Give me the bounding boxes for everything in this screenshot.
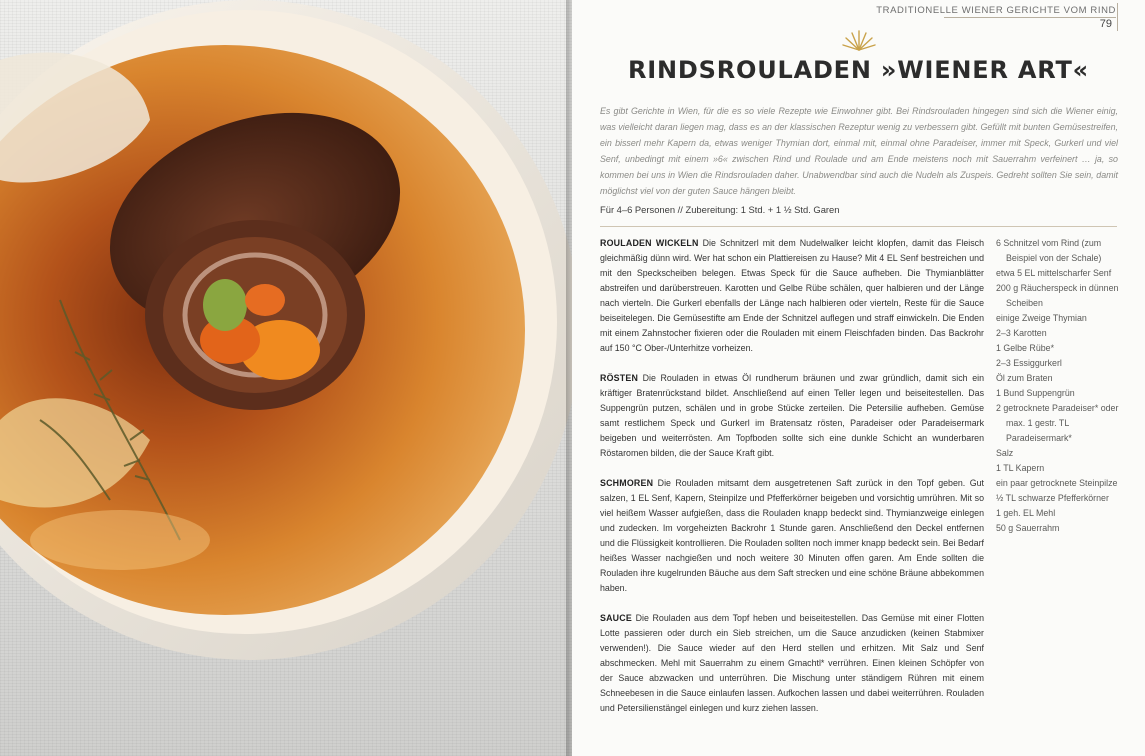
- ingredient-item: Salz: [996, 448, 1014, 458]
- ingredient-item: ein paar getrocknete Steinpilze: [996, 478, 1118, 488]
- ingredient-item: einige Zweige Thymian: [996, 313, 1087, 323]
- ingredient-item: ½ TL schwarze Pfefferkörner: [996, 493, 1109, 503]
- ingredient-list: [996, 236, 1122, 536]
- step-text: Die Rouladen in etwas Öl rundherum bräunen und zwar gründlich, damit sich ein kräftiger Bratenrückstand bildet. Anschließend auf einen Teller legen und beiseitestellen. Das Suppengrün putzen, schälen und in grobe Stücke zerteilen. Die Petersilie aufheben. Gemüse samt restlichem Speck und Gurkerl im Bratensatz rösten, Paradeiser oder Paradeisermark beigeben und weiterrösten. Am Topfboden sollte sich eine dunkle Schicht an wunderbaren Röstaromen bilden, die der Sauce Kraft gibt.: [600, 373, 984, 458]
- ingredient-item: 200 g Räucherspeck in dünnen Scheiben: [996, 283, 1119, 308]
- running-head-rule: [944, 17, 1116, 18]
- running-head: TRADITIONELLE WIENER GERICHTE VOM RIND: [876, 5, 1116, 16]
- recipe-title: RINDSROULADEN »WIENER ART«: [628, 56, 1089, 84]
- ingredient-item: 1 Bund Suppengrün: [996, 388, 1075, 398]
- ingredient-item: 1 TL Kapern: [996, 463, 1045, 473]
- section-divider: [600, 226, 1117, 227]
- pickle: [203, 279, 247, 331]
- ingredient-item: 1 geh. EL Mehl: [996, 508, 1056, 518]
- roulade-illustration: [0, 0, 572, 756]
- sunburst-ornament-icon: [842, 28, 876, 52]
- step-rouladen-wickeln: [600, 236, 984, 356]
- step-text: Die Rouladen mitsamt dem ausgetretenen Saft zurück in den Topf geben. Gut salzen, 1 EL Senf, Kapern, Steinpilze und Pfefferkörner beigeben und vorsichtig umrühren. Mit so viel heißem Wasser aufgießen, dass die Rouladen knapp bedeckt sind. Thymianzweige einlegen und zudecken. Im vorgeheizten Backrohr 1 Stunde garen. Anschließend den Deckel entfernen und die Flüssigkeit kontrollieren. Die Rouladen sollten noch immer knapp bedeckt sein. Bei Bedarf heißes Wasser nachgießen und noch weitere 30 Minuten offen garen. Am Ende sollten die Rouladen ihre kugelrunden Bäuche aus dem Saft strecken und eine schöne Bräune abbekommen haben.: [600, 478, 984, 593]
- step-heading: SAUCE: [600, 613, 632, 623]
- ingredient-item: 2–3 Essiggurkerl: [996, 358, 1062, 368]
- step-heading: SCHMOREN: [600, 478, 654, 488]
- ingredient-item: Öl zum Braten: [996, 373, 1053, 383]
- step-text: Die Schnitzerl mit dem Nudelwalker leicht klopfen, damit das Fleisch gleichmäßig dünn wird. Wer hat schon ein Plattiereisen zu Hause? Mit 4 EL Senf bestreichen und mit den Speckscheiben belegen. Etwas Speck für die Sauce aufheben. Die Thymianblätter abstreifen und darüberstreuen. Karotten und Gelbe Rübe schälen, quer halbieren und der Länge nach vierteln. Die Gurkerl ebenfalls der Länge nach halbieren oder vierteln, Reste für die Sauce beiseitelegen. Die Gemüsestifte am Ende der Schnitzel auflegen und straff einwickeln. Die Enden mit einem Zahnstocher fixieren oder die Rouladen mit einem Fleischfaden binden. Das Backrohr auf 150 °C Ober-/Unterhitze vorheizen.: [600, 238, 984, 353]
- food-photo: [0, 0, 572, 756]
- step-text: Die Rouladen aus dem Topf heben und beiseitestellen. Das Gemüse mit einer Flotten Lotte passieren oder durch ein Sieb streichen, um die Sauce anzudicken (keinen Stabmixer verwenden!). Die Sauce wieder auf den Herd stellen und erhitzen. Mit Salz und Senf abschmecken. Mehl mit Sauerrahm zu einem Gmachtl* verrühren. Einen kleinen Schöpfer von der Sauce abzwacken und unterrühren. Die Mischung unter ständigem Rühren mit einem Schneebesen in die Sauce einlaufen lassen. Aufkochen lassen und dabei weiterrühren. Rouladen und Petersilienstängel einlegen und kurz ziehen lassen.: [600, 613, 984, 713]
- recipe-intro: Es gibt Gerichte in Wien, für die es so viele Rezepte wie Einwohner gibt. Bei Rindsrouladen hingegen sind sich die Wiener einig, was vielleicht daran liegen mag, dass es an der klassischen Rezeptur wenig zu verbessern gibt. Gefüllt mit bunten Gemüsestreifen, ein bisserl mehr Kapern da, etwas weniger Thymian dort, einmal mit, einmal ohne Paradeiser, immer mit Speck, Gurkerl und viel Senf, unbedingt mit einem »6« zwischen Rind und Roulade und am Ende meistens noch mit Sauerrahm verfeinert … ja, so kommen bei uns in Wien die Rindsrouladen daher. Unabwendbar sind auch die Nudeln als Zuspeis. Gedreht sollten Sie sein, damit möglichst viel von der guten Sauce hängen bleibt.: [600, 106, 1118, 196]
- step-roesten: [600, 371, 984, 461]
- ingredient-item: etwa 5 EL mittelscharfer Senf: [996, 268, 1112, 278]
- ingredient-item: 2–3 Karotten: [996, 328, 1047, 338]
- ingredient-item: 6 Schnitzel vom Rind (zum Beispiel von der Schale): [996, 238, 1102, 263]
- ingredient-item: 2 getrocknete Paradeiser* oder max. 1 gestr. TL Paradeisermark*: [996, 403, 1119, 443]
- step-heading: RÖSTEN: [600, 373, 639, 383]
- step-sauce: [600, 611, 984, 716]
- folio-rule: [1117, 3, 1118, 31]
- page-number: 79: [1099, 18, 1112, 30]
- servings-and-time: Für 4–6 Personen // Zubereitung: 1 Std. + 1 ½ Std. Garen: [600, 204, 840, 215]
- recipe-page: [572, 0, 1145, 756]
- ingredient-item: 50 g Sauerrahm: [996, 523, 1060, 533]
- step-schmoren: [600, 476, 984, 596]
- step-heading: ROULADEN WICKELN: [600, 238, 699, 248]
- ingredient-item: 1 Gelbe Rübe*: [996, 343, 1055, 353]
- method-steps: [600, 236, 984, 731]
